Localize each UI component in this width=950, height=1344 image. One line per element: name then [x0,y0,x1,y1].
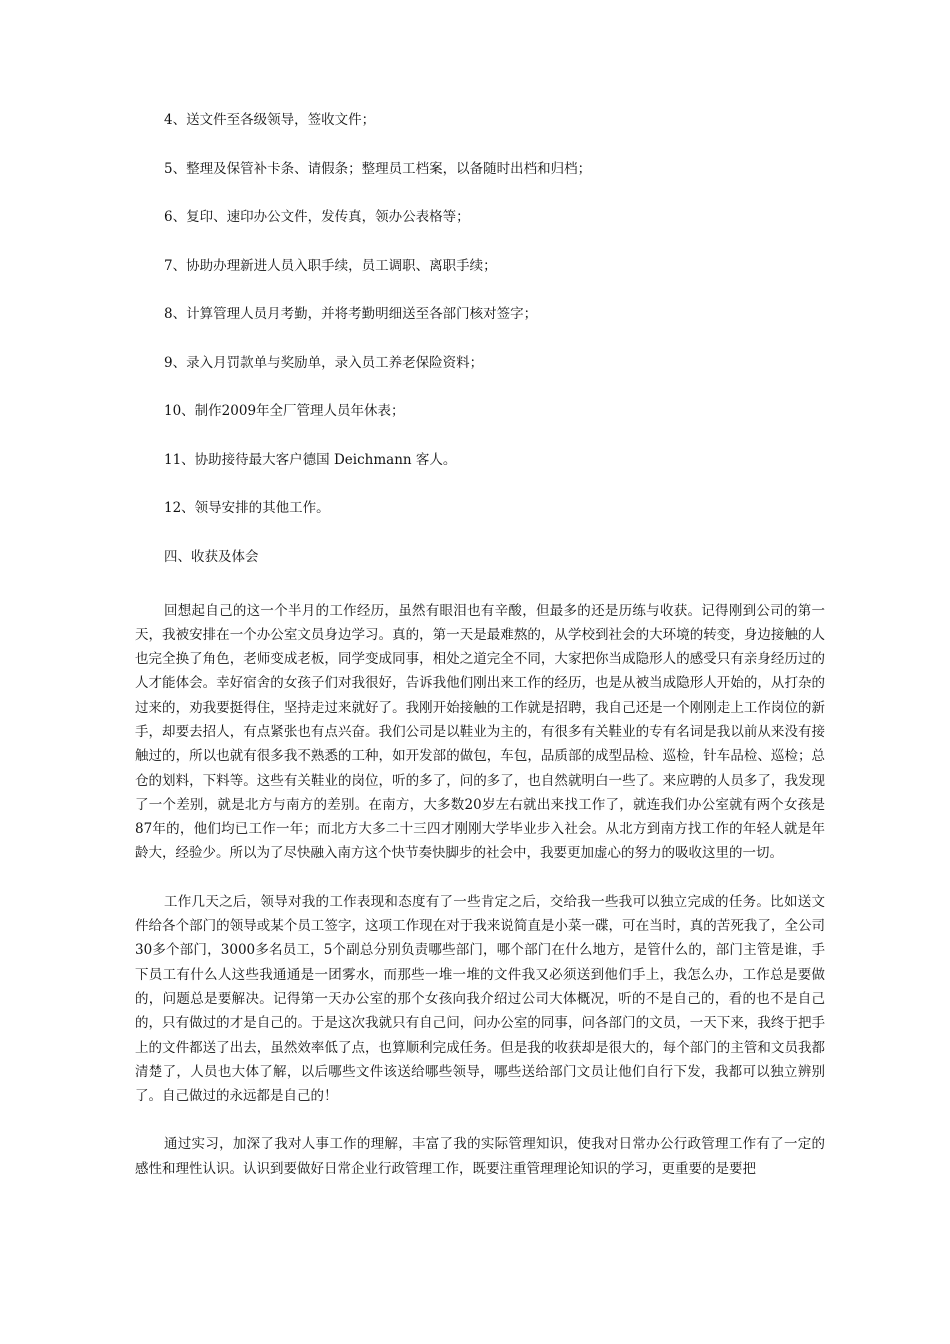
body-paragraph: 通过实习，加深了我对人事工作的理解，丰富了我的实际管理知识，使我对日常办公行政管理工作有了一定的感性和理性认识。认识到要做好日常企业行政管理工作，既要注重管理理论知识的学习，更重要的是要把 [135,1136,825,1177]
section-heading: 四、收获及体会 [164,548,259,565]
list-item: 4、送文件至各级领导，签收文件； [164,112,376,128]
list-item: 5、整理及保管补卡条、请假条；整理员工档案，以备随时出档和归档； [164,160,592,177]
list-item: 10、制作2009年全厂管理人员年休表； [164,403,405,419]
document-body [135,110,825,1181]
list-item: 12、领导安排的其他工作。 [164,500,330,516]
list-item: 11、协助接待最大客户德国 Deichmann 客人。 [164,451,457,468]
body-paragraph: 工作几天之后，领导对我的工作表现和态度有了一些肯定之后，交给我一些我可以独立完成的任务。比如送文件给各个部门的领导或某个员工签字，这项工作现在对于我来说简直是小菜一碟，可在当时，真的苦死我了，全公司30多个部门，3000多名员工，5个副总分别负责哪些部门，哪个部门在什么地方，是管什么的，部门主管是谁，手下员工有什么人这些我通通是一团雾水，而那些一堆一堆的文件我又必须送到他们手上，我怎么办，工作总是要做的，问题总是要解决。记得第一天办公室的那个女孩向我介绍过公司大体概况，听的不是自己的，看的也不是自己的，只有做过的才是自己的。于是这次我就只有自己问，问办公室的同事，问各部门的文员，一天下来，我终于把手上的文件都送了出去，虽然效率低了点，也算顺利完成任务。但是我的收获却是很大的，每个部门的主管和文员我都清楚了，人员也大体了解，以后哪些文件该送给哪些领导，哪些送给部门文员让他们自行下发，我都可以独立辨别了。自己做过的永远都是自己的！ [135,893,825,1105]
list-item: 6、复印、速印办公文件，发传真，领办公表格等； [164,209,470,225]
list-item: 7、协助办理新进人员入职手续，员工调职、离职手续； [164,257,497,274]
body-paragraph: 回想起自己的这一个半月的工作经历，虽然有眼泪也有辛酸，但最多的还是历练与收获。记得刚到公司的第一天，我被安排在一个办公室文员身边学习。真的，第一天是最难熬的，从学校到社会的大环境的转变，身边接触的人也完全换了角色，老师变成老板，同学变成同事，相处之道完全不同，大家把你当成隐形人的感受只有亲身经历过的人才能体会。幸好宿舍的女孩子们对我很好，告诉我他们刚出来工作的经历，也是从被当成隐形人开始的，从打杂的过来的，劝我要挺得住，坚持走过来就好了。我刚开始接触的工作就是招聘，我自己还是一个刚刚走上工作岗位的新手，却要去招人，有点紧张也有点兴奋。我们公司是以鞋业为主的，有很多有关鞋业的专有名词是我以前从来没有接触过的，所以也就有很多我不熟悉的工种，如开发部的做包，车包，品质部的成型品检、巡检，针车品检、巡检；总仓的划料，下料等。这些有关鞋业的岗位，听的多了，问的多了，也自然就明白一些了。来应聘的人员多了，我发现了一个差别，就是北方与南方的差别。在南方，大多数20岁左右就出来找工作了，就连我们办公室就有两个女孩是87年的，他们均已工作一年；而北方大多二十三四才刚刚大学毕业步入社会。从北方到南方找工作的年轻人就是年龄大，经验少。所以为了尽快融入南方这个快节奏快脚步的社会中，我要更加虚心的努力的吸收这里的一切。 [135,602,825,862]
list-item: 9、录入月罚款单与奖励单，录入员工养老保险资料； [164,354,484,371]
list-item: 8、计算管理人员月考勤，并将考勤明细送至各部门核对签字； [164,306,538,322]
